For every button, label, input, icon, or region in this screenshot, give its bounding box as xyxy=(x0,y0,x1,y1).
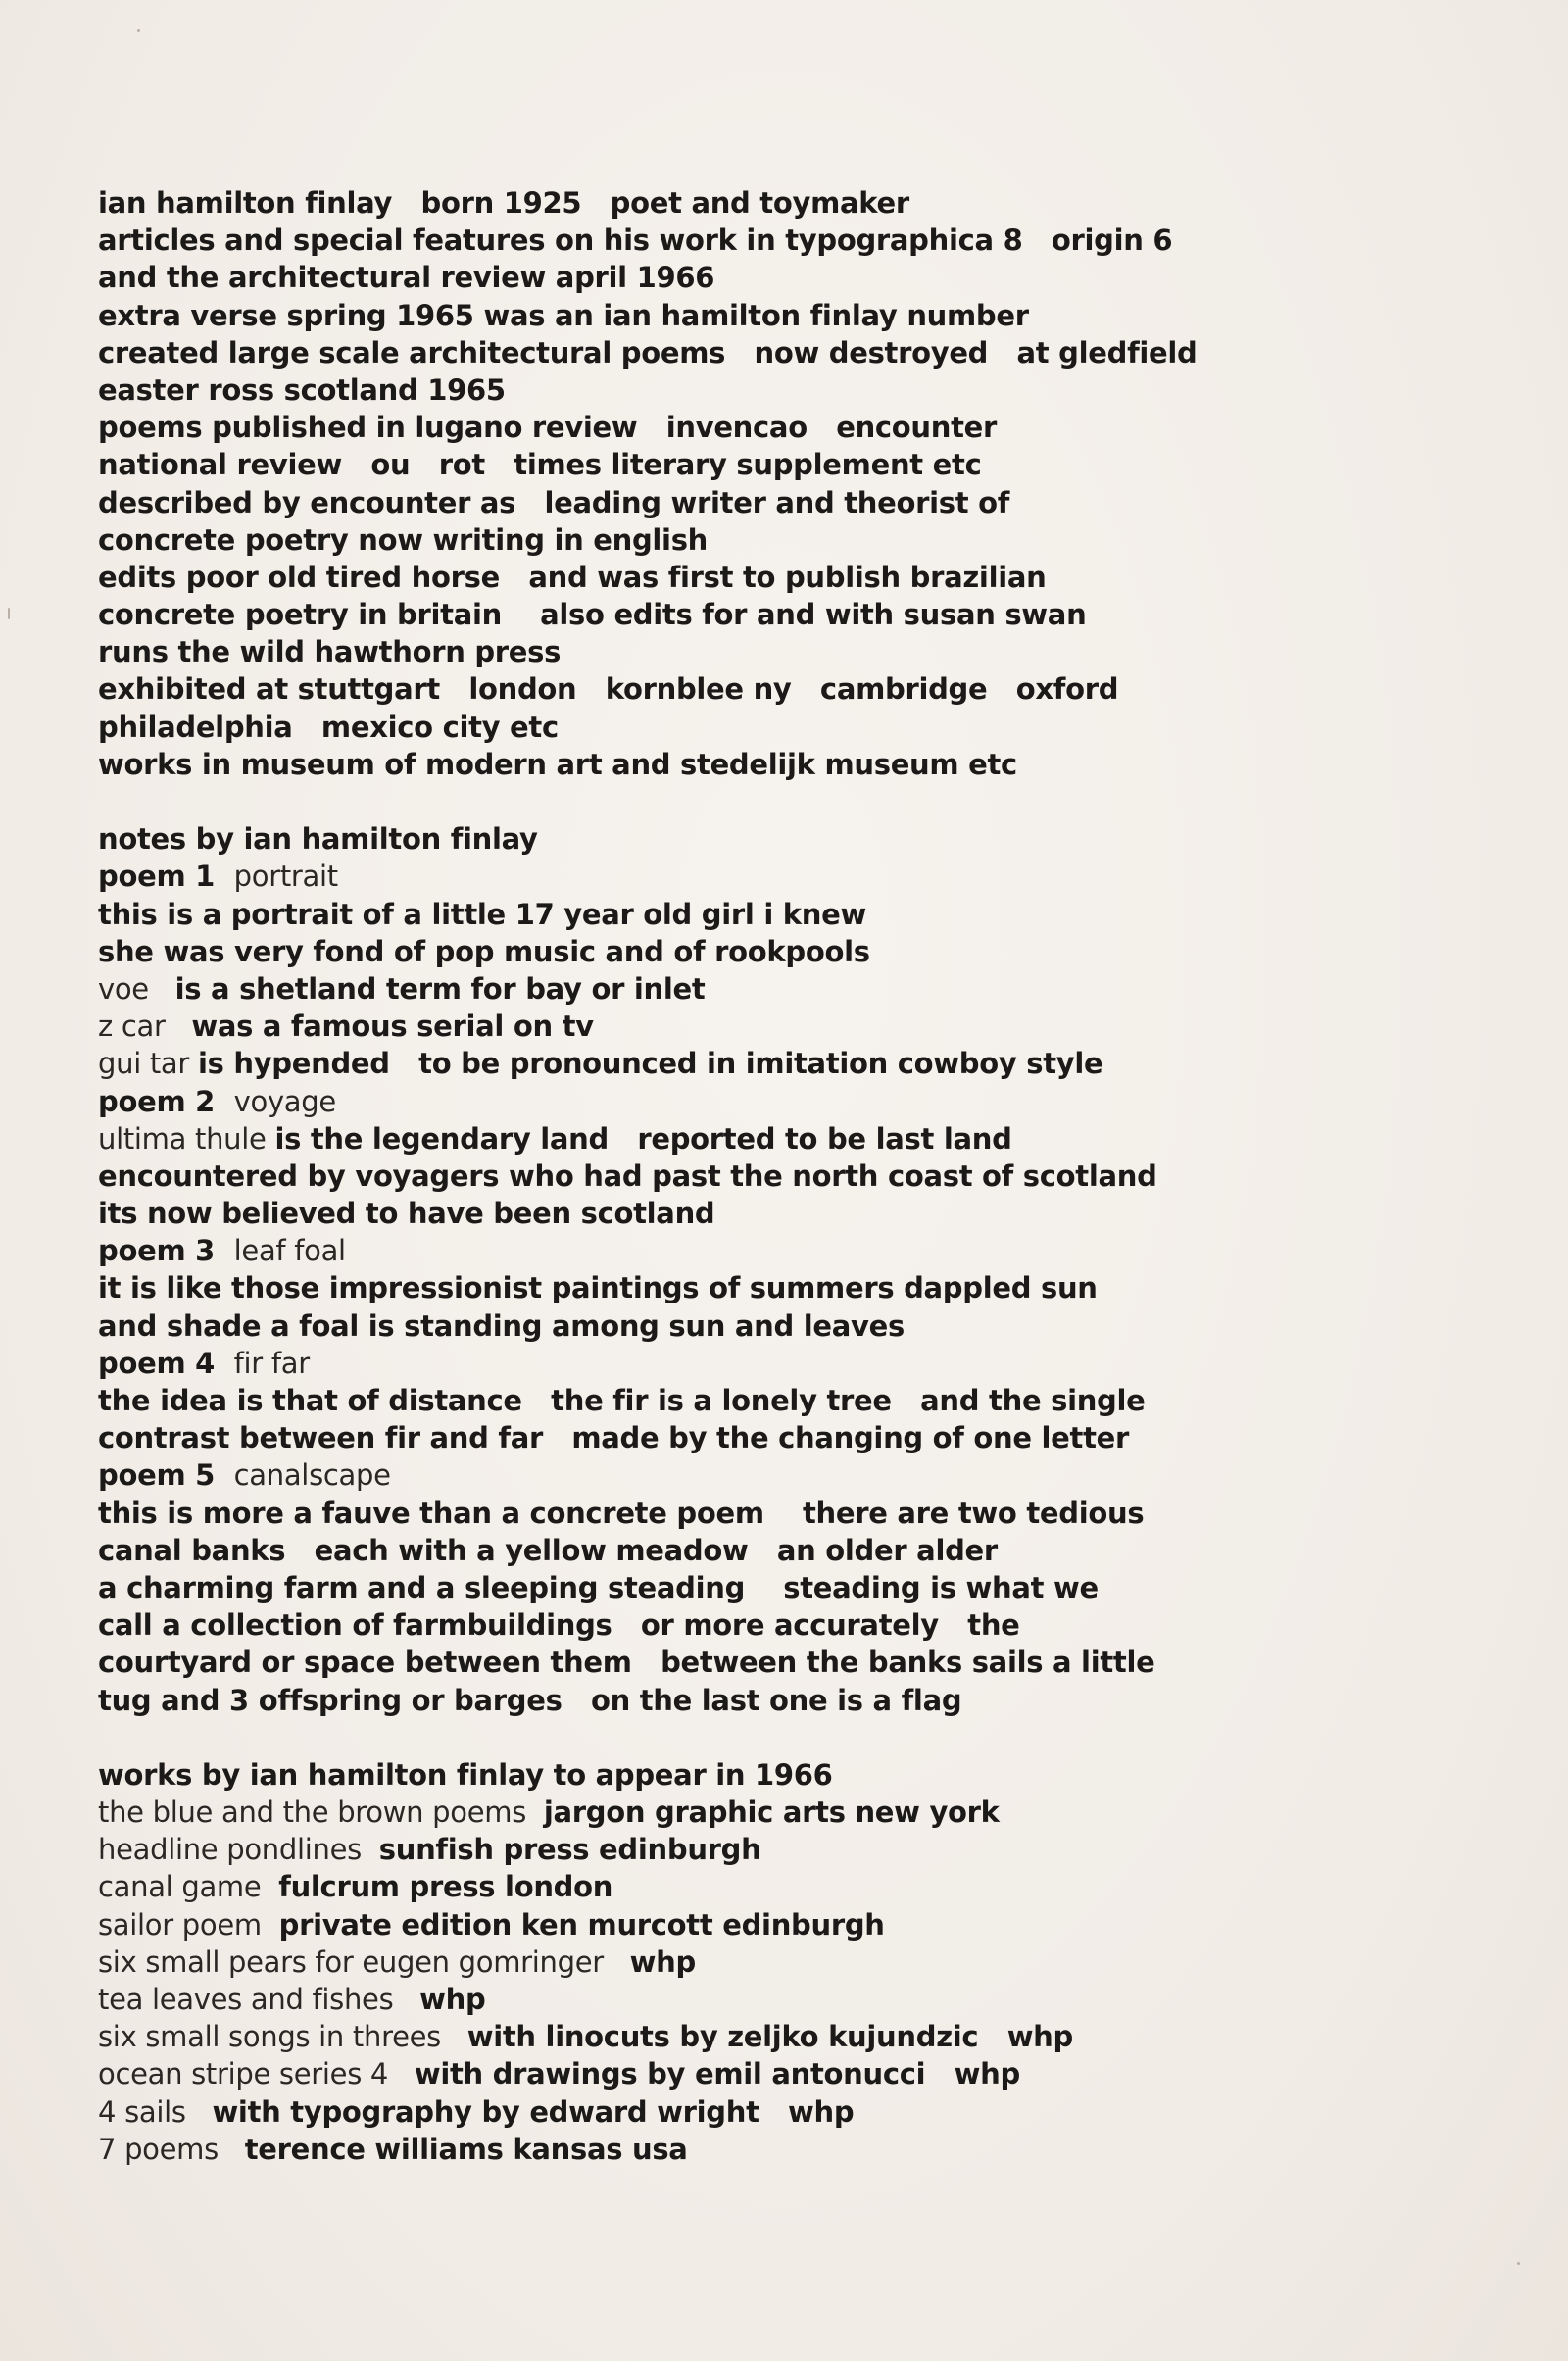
biography-line xyxy=(98,746,1372,783)
bold-text: a charming farm and a sleeping steading steading is what we xyxy=(98,1570,1099,1604)
bold-text: poem 4 xyxy=(98,1346,234,1380)
regular-text: ultima thule xyxy=(98,1121,275,1156)
bold-text: created large scale architectural poems now destroyed at gledfield xyxy=(98,335,1198,369)
bold-text: it is like those impressionist paintings of summers dappled sun xyxy=(98,1271,1098,1305)
notes-section xyxy=(98,820,1372,1719)
bold-text: canal banks each with a yellow meadow an older alder xyxy=(98,1533,998,1567)
regular-text: 4 sails xyxy=(98,2094,213,2129)
bold-text: sunfish press edinburgh xyxy=(378,1833,761,1867)
regular-text: canalscape xyxy=(233,1458,391,1493)
notes-line xyxy=(98,1157,1372,1195)
works-line xyxy=(98,2018,1372,2055)
regular-text: portrait xyxy=(233,860,338,894)
works-line xyxy=(98,1981,1372,2018)
biography-line xyxy=(98,259,1372,296)
bold-text: articles and special features on his work in typographica 8 origin 6 xyxy=(98,223,1173,258)
bold-text: notes by ian hamilton finlay xyxy=(98,822,538,857)
bold-text: works in museum of modern art and stedelijk museum etc xyxy=(98,747,1017,781)
works-line xyxy=(98,1794,1372,1831)
bold-text: with linocuts by zeljko kujundzic whp xyxy=(466,2020,1073,2054)
notes-line xyxy=(98,1232,1372,1269)
bold-text: whp xyxy=(419,1983,486,2016)
regular-text: fir far xyxy=(233,1346,310,1380)
biography-line xyxy=(98,221,1372,259)
bold-text: edits poor old tired horse and was first to publish brazilian xyxy=(98,560,1047,594)
bold-text: is the legendary land reported to be last land xyxy=(274,1121,1012,1156)
paper-speck xyxy=(137,29,140,32)
notes-line xyxy=(98,1682,1372,1719)
bold-text: courtyard or space between them between the banks sails a little xyxy=(98,1646,1155,1680)
bold-text: poem 5 xyxy=(98,1458,234,1493)
notes-line xyxy=(98,1456,1372,1494)
regular-text: tea leaves and fishes xyxy=(98,1983,420,2016)
bold-text: extra verse spring 1965 was an ian hamilton finlay number xyxy=(98,298,1029,332)
notes-line xyxy=(98,1008,1372,1045)
biography-line xyxy=(98,371,1372,409)
notes-line xyxy=(98,1195,1372,1232)
notes-line xyxy=(98,1382,1372,1419)
bold-text: poems published in lugano review invencao encounter xyxy=(98,411,998,445)
bold-text: contrast between fir and far made by the changing of one letter xyxy=(98,1421,1130,1455)
biography-line xyxy=(98,521,1372,559)
regular-text: the blue and the brown poems xyxy=(98,1795,544,1830)
bold-text: encountered by voyagers who had past the north coast of scotland xyxy=(98,1158,1157,1193)
regular-text: six small songs in threes xyxy=(98,2020,467,2054)
bold-text: is hypended to be pronounced in imitation cowboy style xyxy=(197,1047,1103,1081)
notes-line xyxy=(98,1495,1372,1532)
regular-text: headline pondlines xyxy=(98,1833,379,1867)
notes-line xyxy=(98,820,1372,858)
bold-text: concrete poetry in britain also edits for and with susan swan xyxy=(98,598,1087,632)
bold-text: easter ross scotland 1965 xyxy=(98,372,506,407)
notes-line xyxy=(98,1307,1372,1345)
bold-text: terence williams kansas usa xyxy=(244,2132,688,2166)
bold-text: fulcrum press london xyxy=(278,1870,613,1904)
bold-text: ian hamilton finlay born 1925 poet and toymaker xyxy=(98,186,909,220)
works-section xyxy=(98,1756,1372,2168)
section-gap xyxy=(98,1719,1372,1756)
text-column xyxy=(98,184,1372,2168)
biography-line xyxy=(98,484,1372,521)
regular-text: z car xyxy=(98,1009,192,1044)
bold-text: poem 3 xyxy=(98,1234,234,1268)
biography-line xyxy=(98,184,1372,221)
regular-text: canal game xyxy=(98,1870,279,1904)
bold-text: and shade a foal is standing among sun and leaves xyxy=(98,1308,905,1343)
paper-speck xyxy=(8,608,10,619)
notes-line xyxy=(98,1532,1372,1569)
works-line xyxy=(98,1906,1372,1943)
bold-text: concrete poetry now writing in english xyxy=(98,522,708,557)
biography-line xyxy=(98,709,1372,746)
biography-line xyxy=(98,633,1372,670)
bold-text: was a famous serial on tv xyxy=(191,1009,594,1044)
notes-line xyxy=(98,1083,1372,1120)
bold-text: poem 1 xyxy=(98,860,234,894)
regular-text: leaf foal xyxy=(233,1234,346,1268)
regular-text: 7 poems xyxy=(98,2132,245,2166)
bold-text: and the architectural review april 1966 xyxy=(98,261,715,295)
biography-line xyxy=(98,334,1372,371)
section-gap xyxy=(98,783,1372,820)
bold-text: with drawings by emil antonucci whp xyxy=(414,2057,1020,2091)
biography-line xyxy=(98,409,1372,446)
bold-text: the idea is that of distance the fir is a lonely tree and the single xyxy=(98,1384,1146,1417)
biography-line xyxy=(98,559,1372,596)
regular-text: voe xyxy=(98,971,175,1006)
notes-line xyxy=(98,1045,1372,1082)
bold-text: its now believed to have been scotland xyxy=(98,1197,715,1231)
works-line xyxy=(98,2093,1372,2131)
notes-line xyxy=(98,1269,1372,1306)
notes-line xyxy=(98,1606,1372,1644)
paper-speck xyxy=(1517,2262,1520,2265)
notes-line xyxy=(98,1644,1372,1681)
works-line xyxy=(98,1831,1372,1868)
bold-text: private edition ken murcott edinburgh xyxy=(278,1907,885,1942)
notes-line xyxy=(98,1419,1372,1456)
regular-text: sailor poem xyxy=(98,1907,279,1942)
notes-line xyxy=(98,970,1372,1008)
bold-text: runs the wild hawthorn press xyxy=(98,635,562,669)
bold-text: this is more a fauve than a concrete poem there are two tedious xyxy=(98,1496,1145,1530)
bold-text: she was very fond of pop music and of rookpools xyxy=(98,934,870,968)
bold-text: is a shetland term for bay or inlet xyxy=(174,971,706,1006)
biography-line xyxy=(98,596,1372,633)
regular-text: ocean stripe series 4 xyxy=(98,2057,415,2091)
notes-line xyxy=(98,858,1372,895)
notes-line xyxy=(98,896,1372,933)
bold-text: exhibited at stuttgart london kornblee ny cambridge oxford xyxy=(98,672,1119,707)
bold-text: jargon graphic arts new york xyxy=(543,1795,1000,1830)
bold-text: national review ou rot times literary supplement etc xyxy=(98,448,982,482)
bold-text: call a collection of farmbuildings or more accurately the xyxy=(98,1608,1020,1643)
notes-line xyxy=(98,1569,1372,1606)
biography-line xyxy=(98,297,1372,334)
biography-section xyxy=(98,184,1372,783)
notes-line xyxy=(98,933,1372,970)
regular-text: voyage xyxy=(233,1084,336,1118)
bold-text: this is a portrait of a little 17 year old girl i knew xyxy=(98,897,866,931)
works-line xyxy=(98,1943,1372,1981)
notes-line xyxy=(98,1345,1372,1382)
biography-line xyxy=(98,670,1372,708)
works-line xyxy=(98,2055,1372,2092)
works-line xyxy=(98,1756,1372,1794)
bold-text: with typography by edward wright whp xyxy=(212,2094,855,2129)
regular-text: gui tar xyxy=(98,1047,198,1081)
bold-text: works by ian hamilton finlay to appear in 1966 xyxy=(98,1757,833,1792)
bold-text: whp xyxy=(629,1944,696,1979)
regular-text: six small pears for eugen gomringer xyxy=(98,1944,630,1979)
biography-line xyxy=(98,446,1372,483)
bold-text: described by encounter as leading writer and theorist of xyxy=(98,485,1010,519)
notes-line xyxy=(98,1120,1372,1157)
works-line xyxy=(98,1868,1372,1905)
bold-text: poem 2 xyxy=(98,1084,234,1118)
bold-text: philadelphia mexico city etc xyxy=(98,710,559,744)
bold-text: tug and 3 offspring or barges on the last one is a flag xyxy=(98,1683,962,1717)
works-line xyxy=(98,2131,1372,2168)
